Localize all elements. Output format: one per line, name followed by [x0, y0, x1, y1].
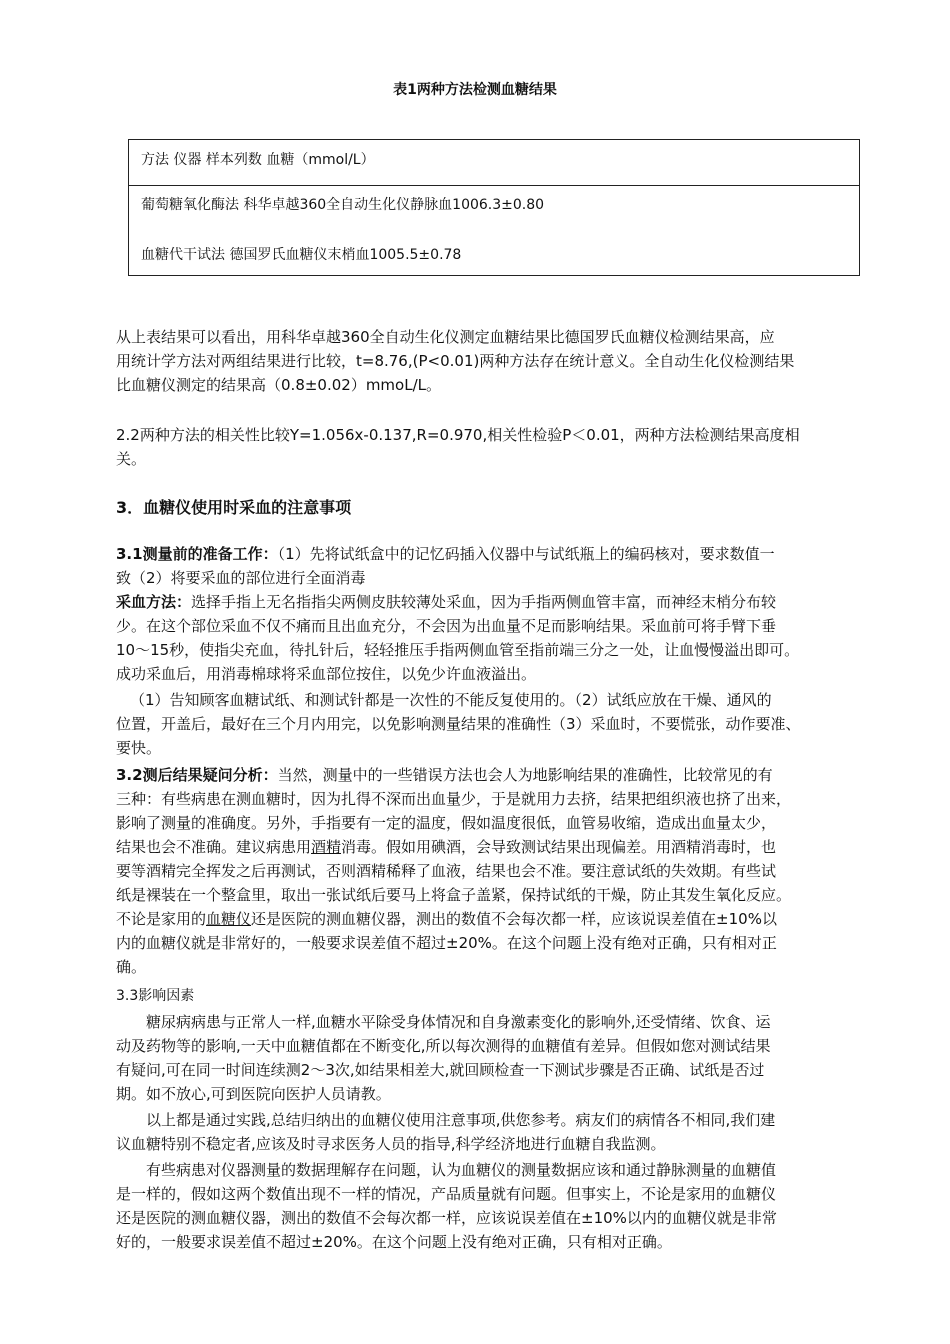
section-label: 3.1测量前的准备工作： [116, 545, 278, 563]
paragraph-line [116, 543, 775, 564]
paragraph-text: 选择手指上无名指指尖两侧皮肤较薄处采血，因为手指两侧血管丰富，而神经末梢分布较 [191, 593, 777, 611]
table-header-row: 方法 仪器 样本列数 血糖（mmol/L） [141, 152, 375, 168]
paragraph-line: 以上都是通过实践,总结归纳出的血糖仪使用注意事项,供您参考。病友们的病情各不相同,我们建 [146, 1111, 776, 1129]
table-divider [129, 185, 859, 186]
paragraph-line: 2.2两种方法的相关性比较Y=1.056x-0.137,R=0.970,相关性检验P＜0.01，两种方法检测结果高度相 [116, 426, 800, 444]
paragraph-line: 位置，开盖后，最好在三个月内用完，以免影响测量结果的准确性（3）采血时，不要慌张，动作要准、 [116, 715, 801, 733]
paragraph-line: （1）告知顾客血糖试纸、和测试针都是一次性的不能反复使用的。（2）试纸应放在干燥、通风的 [130, 691, 772, 709]
paragraph-line: 纸是裸装在一个整盒里，取出一张试纸后要马上将盒子盖紧，保持试纸的干燥，防止其发生氧化反应。 [116, 886, 792, 904]
table-caption: 表1两种方法检测血糖结果 [393, 82, 557, 98]
paragraph-line: 要等酒精完全挥发之后再测试，否则酒精稀释了血液，结果也会不准。要注意试纸的失效期。有些试 [116, 862, 777, 880]
paragraph-line [116, 836, 776, 857]
paragraph-text: 结果也会不准确。建议病患用 [116, 838, 312, 856]
table-row: 葡萄糖氧化酶法 科华卓越360全自动生化仪静脉血1006.3±0.80 [141, 197, 545, 213]
paragraph-line: 三种：有些病患在测血糖时，因为扎得不深而出血量少，于是就用力去挤，结果把组织液也挤了出来， [116, 790, 792, 808]
glucometer-link[interactable]: 血糖仪 [206, 910, 252, 928]
section-label: 3.2测后结果疑问分析： [116, 766, 278, 784]
paragraph-line: 有疑问,可在同一时间连续测2～3次,如结果相差大,就回顾检查一下测试步骤是否正确、试纸是否过 [116, 1061, 765, 1079]
paragraph-line: 有些病患对仪器测量的数据理解存在问题，认为血糖仪的测量数据应该和通过静脉测量的血糖值 [146, 1161, 777, 1179]
paragraph-text: 不论是家用的 [116, 910, 207, 928]
paragraph-line: 期。如不放心,可到医院向医护人员请教。 [116, 1085, 391, 1103]
section-heading: 3．血糖仪使用时采血的注意事项 [116, 498, 352, 517]
paragraph-line [116, 764, 773, 785]
paragraph-line: 内的血糖仪就是非常好的，一般要求误差值不超过±20%。在这个问题上没有绝对正确，只有相对正 [116, 934, 777, 952]
paragraph-line: 用统计学方法对两组结果进行比较，t=8.76,(P<0.01)两种方法存在统计意义。全自动生化仪检测结果 [116, 352, 795, 370]
paragraph-text: 消毒。假如用碘酒，会导致测试结果出现偏差。用酒精消毒时，也 [341, 838, 777, 856]
paragraph-line [116, 908, 777, 929]
paragraph-line: 关。 [116, 450, 147, 468]
table-row: 血糖代干试法 德国罗氏血糖仪末梢血1005.5±0.78 [141, 247, 462, 263]
paragraph-line: 影响了测量的准确度。另外，手指要有一定的温度，假如温度很低，血管易收缩，造成出血量太少， [116, 814, 777, 832]
paragraph-text: 还是医院的测血糖仪器，测出的数值不会每次都一样，应该说误差值在±10%以 [251, 910, 777, 928]
paragraph-line: 要快。 [116, 739, 162, 757]
subsection-title: 3.3影响因素 [116, 988, 195, 1004]
paragraph-line: 动及药物等的影响,一天中血糖值都在不断变化,所以每次测得的血糖值有差异。但假如您对测试结果 [116, 1037, 771, 1055]
paragraph-line: 少。在这个部位采血不仅不痛而且出血充分，不会因为出血量不足而影响结果。采血前可将手臂下垂 [116, 617, 777, 635]
paragraph-line: 确。 [116, 958, 147, 976]
paragraph-text: （1）先将试纸盒中的记忆码插入仪器中与试纸瓶上的编码核对，要求数值一 [277, 545, 775, 563]
paragraph-line: 议血糖特别不稳定者,应该及时寻求医务人员的指导,科学经济地进行血糖自我监测。 [116, 1135, 666, 1153]
paragraph-line: 从上表结果可以看出，用科华卓越360全自动生化仪测定血糖结果比德国罗氏血糖仪检测结果高，应 [116, 328, 775, 346]
paragraph-line: 好的，一般要求误差值不超过±20%。在这个问题上没有绝对正确，只有相对正确。 [116, 1233, 672, 1251]
paragraph-line [116, 591, 776, 612]
section-label: 采血方法： [116, 593, 192, 611]
paragraph-line: 糖尿病病患与正常人一样,血糖水平除受身体情况和自身激素变化的影响外,还受情绪、饮食、运 [146, 1013, 771, 1031]
results-table [128, 139, 860, 276]
paragraph-line: 比血糖仪测定的结果高（0.8±0.02）mmoL/L。 [116, 376, 441, 394]
paragraph-line: 10～15秒，使指尖充血，待扎针后，轻轻推压手指两侧血管至指前端三分之一处，让血慢慢溢出即可。 [116, 641, 800, 659]
paragraph-line: 还是医院的测血糖仪器，测出的数值不会每次都一样，应该说误差值在±10%以内的血糖仪就是非常 [116, 1209, 777, 1227]
paragraph-line: 是一样的，假如这两个数值出现不一样的情况，产品质量就有问题。但事实上，不论是家用的血糖仪 [116, 1185, 777, 1203]
paragraph-line: 成功采血后，用消毒棉球将采血部位按住，以免少许血液溢出。 [116, 665, 537, 683]
alcohol-link[interactable]: 酒精 [311, 838, 342, 856]
paragraph-text: 当然，测量中的一些错误方法也会人为地影响结果的准确性，比较常见的有 [277, 766, 773, 784]
paragraph-line: 致（2）将要采血的部位进行全面消毒 [116, 569, 366, 587]
